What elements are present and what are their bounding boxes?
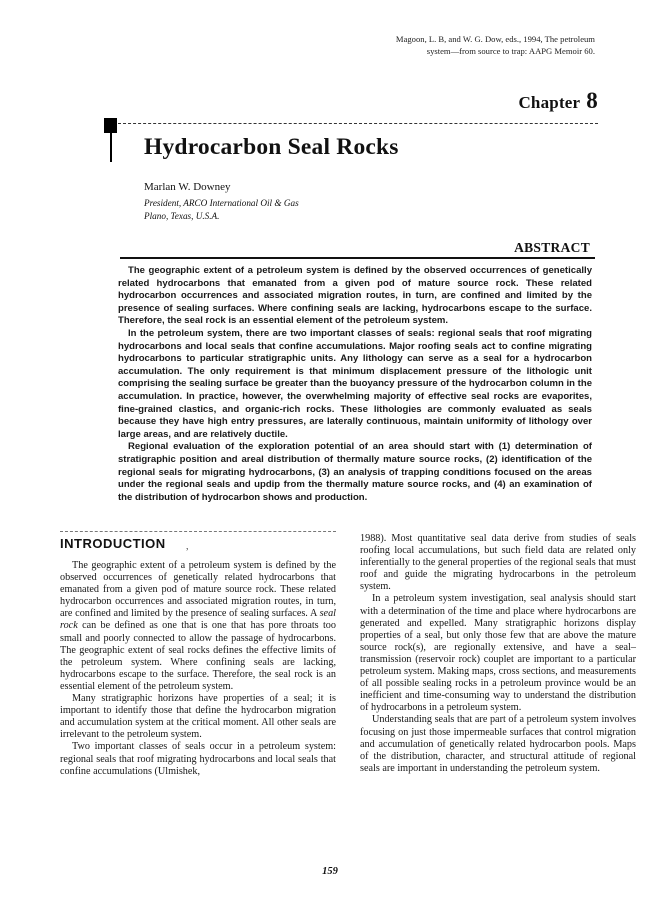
left-column <box>60 560 336 778</box>
intro-paragraph-4: 1988). Most quantitative seal data derive from studies of seals roofing local accumulations, but such field data are related only inferentially to the general properties of the regional seals that must roof and guide the migrating hydrocarbons in the petroleum system. <box>360 533 636 593</box>
chapter-marker-bar <box>110 118 112 162</box>
seal-rock-prefix: A <box>310 608 317 620</box>
citation-line-1: Magoon, L. B, and W. G. Dow, eds., 1994, The petroleum <box>395 34 595 44</box>
abstract-rule <box>120 257 595 259</box>
abstract-paragraph-2: In the petroleum system, there are two important classes of seals: regional seals that roof migrating hydrocarbons and local seals that confine accumulations. Major roofing seals act to confine migrating hydrocarbons to particular stratigraphic units. Any lithology can serve as a seal for a hydrocarbon accumulation. The only requirement is that minimum displacement pressure of the lithologic unit comprising the sealing surface be greater than the buoyancy pressure of the hydrocarbon column in the accumulation. In practice, however, the overwhelming majority of effective seal rocks are evaporites, fine-grained clastics, and organic-rich rocks. These lithologies are commonly evaluated as seals because they have high entry pressures, are laterally continuous, maintain uniformity of lithology over large areas, and are relatively ductile. <box>118 327 592 440</box>
abstract-body <box>118 265 592 504</box>
page-number: 159 <box>322 866 338 877</box>
stray-mark: , <box>186 541 189 552</box>
intro-paragraph-1 <box>60 560 336 693</box>
section-rule <box>60 531 336 532</box>
citation <box>265 33 595 57</box>
chapter-word: Chapter <box>518 93 581 112</box>
affiliation-line-2: Plano, Texas, U.S.A. <box>144 211 220 221</box>
author-affiliation <box>144 197 299 223</box>
intro-paragraph-2: Many stratigraphic horizons have properties of a seal; it is important to identify those that define the hydrocarbon migration and accumulation system at the critical moment. All other seals are irrelevant to the petroleum system. <box>60 693 336 741</box>
intro-paragraph-6: Understanding seals that are part of a petroleum system involves focusing on just those impermeable surfaces that control migration and accumulation of genetically related hydrocarbon pools. Maps of the distribution, character, and structural attitude of regional seals are important in understanding the petroleum system. <box>360 714 636 774</box>
intro-paragraph-1-text: The geographic extent of a petroleum system is defined by the observed occurrences of genetically related hydrocarbons that emanated from a given pod of mature source rock. These related hydrocarbon occurrences and associated migration routes, in turn, are confined and limited by the presence of sealing surfaces. <box>60 560 336 620</box>
abstract-paragraph-1: The geographic extent of a petroleum system is defined by the observed occurrences of genetically related hydrocarbons that emanated from a given pod of mature source rock. These related hydrocarbon occurrences and associated migration routes, in turn, are confined and limited by the presence of sealing surfaces. Where confining seals are lacking, hydrocarbons escape to the surface. Therefore, the seal rock is an essential element of the petroleum system. <box>118 265 592 327</box>
citation-line-2: system—from source to trap: AAPG Memoir 60. <box>426 46 595 56</box>
introduction-heading: INTRODUCTION <box>60 536 166 551</box>
affiliation-line-1: President, ARCO International Oil & Gas <box>144 198 299 208</box>
abstract-heading: ABSTRACT <box>514 240 590 255</box>
intro-paragraph-3: Two important classes of seals occur in a petroleum system: regional seals that roof migrating hydrocarbons and local seals that confine accumulations (Ulmishek, <box>60 741 336 777</box>
chapter-label <box>518 88 598 114</box>
chapter-number: 8 <box>586 88 598 113</box>
author-name: Marlan W. Downey <box>144 181 231 193</box>
seal-rock-mid: can be defined as one that <box>82 620 197 632</box>
abstract-paragraph-3: Regional evaluation of the exploration potential of an area should start with (1) determination of stratigraphic position and areal distribution of thermally mature source rocks, (2) identification of the regional seals for migrating hydrocarbons, (3) an analysis of trapping conditions focused on the areas under the regional seals and updip from the thermally mature source rocks, and (4) an examination of the distribution of hydrocarbon shows and production. <box>118 441 592 503</box>
chapter-title: Hydrocarbon Seal Rocks <box>144 134 399 160</box>
chapter-divider <box>118 123 598 124</box>
seal-rock-term: seal rock <box>60 608 337 632</box>
intro-paragraph-5: In a petroleum system investigation, seal analysis should start with a determination of the time and place where hydrocarbons are generated and expelled. Many stratigraphic horizons display properties of a seal, but only those few that are above the mature source rock(s), are regionally extensive, and have a seal–transmission (reservoir rock) couplet are important to a particular petroleum system. Making maps, cross sections, and measurements of all possible sealing rocks in a petroleum province would be an inefficient and time-consuming way to understand the distribution of hydrocarbons in a petroleum system. <box>360 593 636 714</box>
intro-paragraph-1-cont: is one that has pore throats too small and poorly connected to allow the passage of hydrocarbons. The geographic extent of seal rocks defines the effective limits of the petroleum system. Where confining seals are lacking, hydrocarbons escape to the surface. Therefore, the seal rock is an essential element of the petroleum system. <box>60 620 336 692</box>
right-column <box>360 533 636 775</box>
